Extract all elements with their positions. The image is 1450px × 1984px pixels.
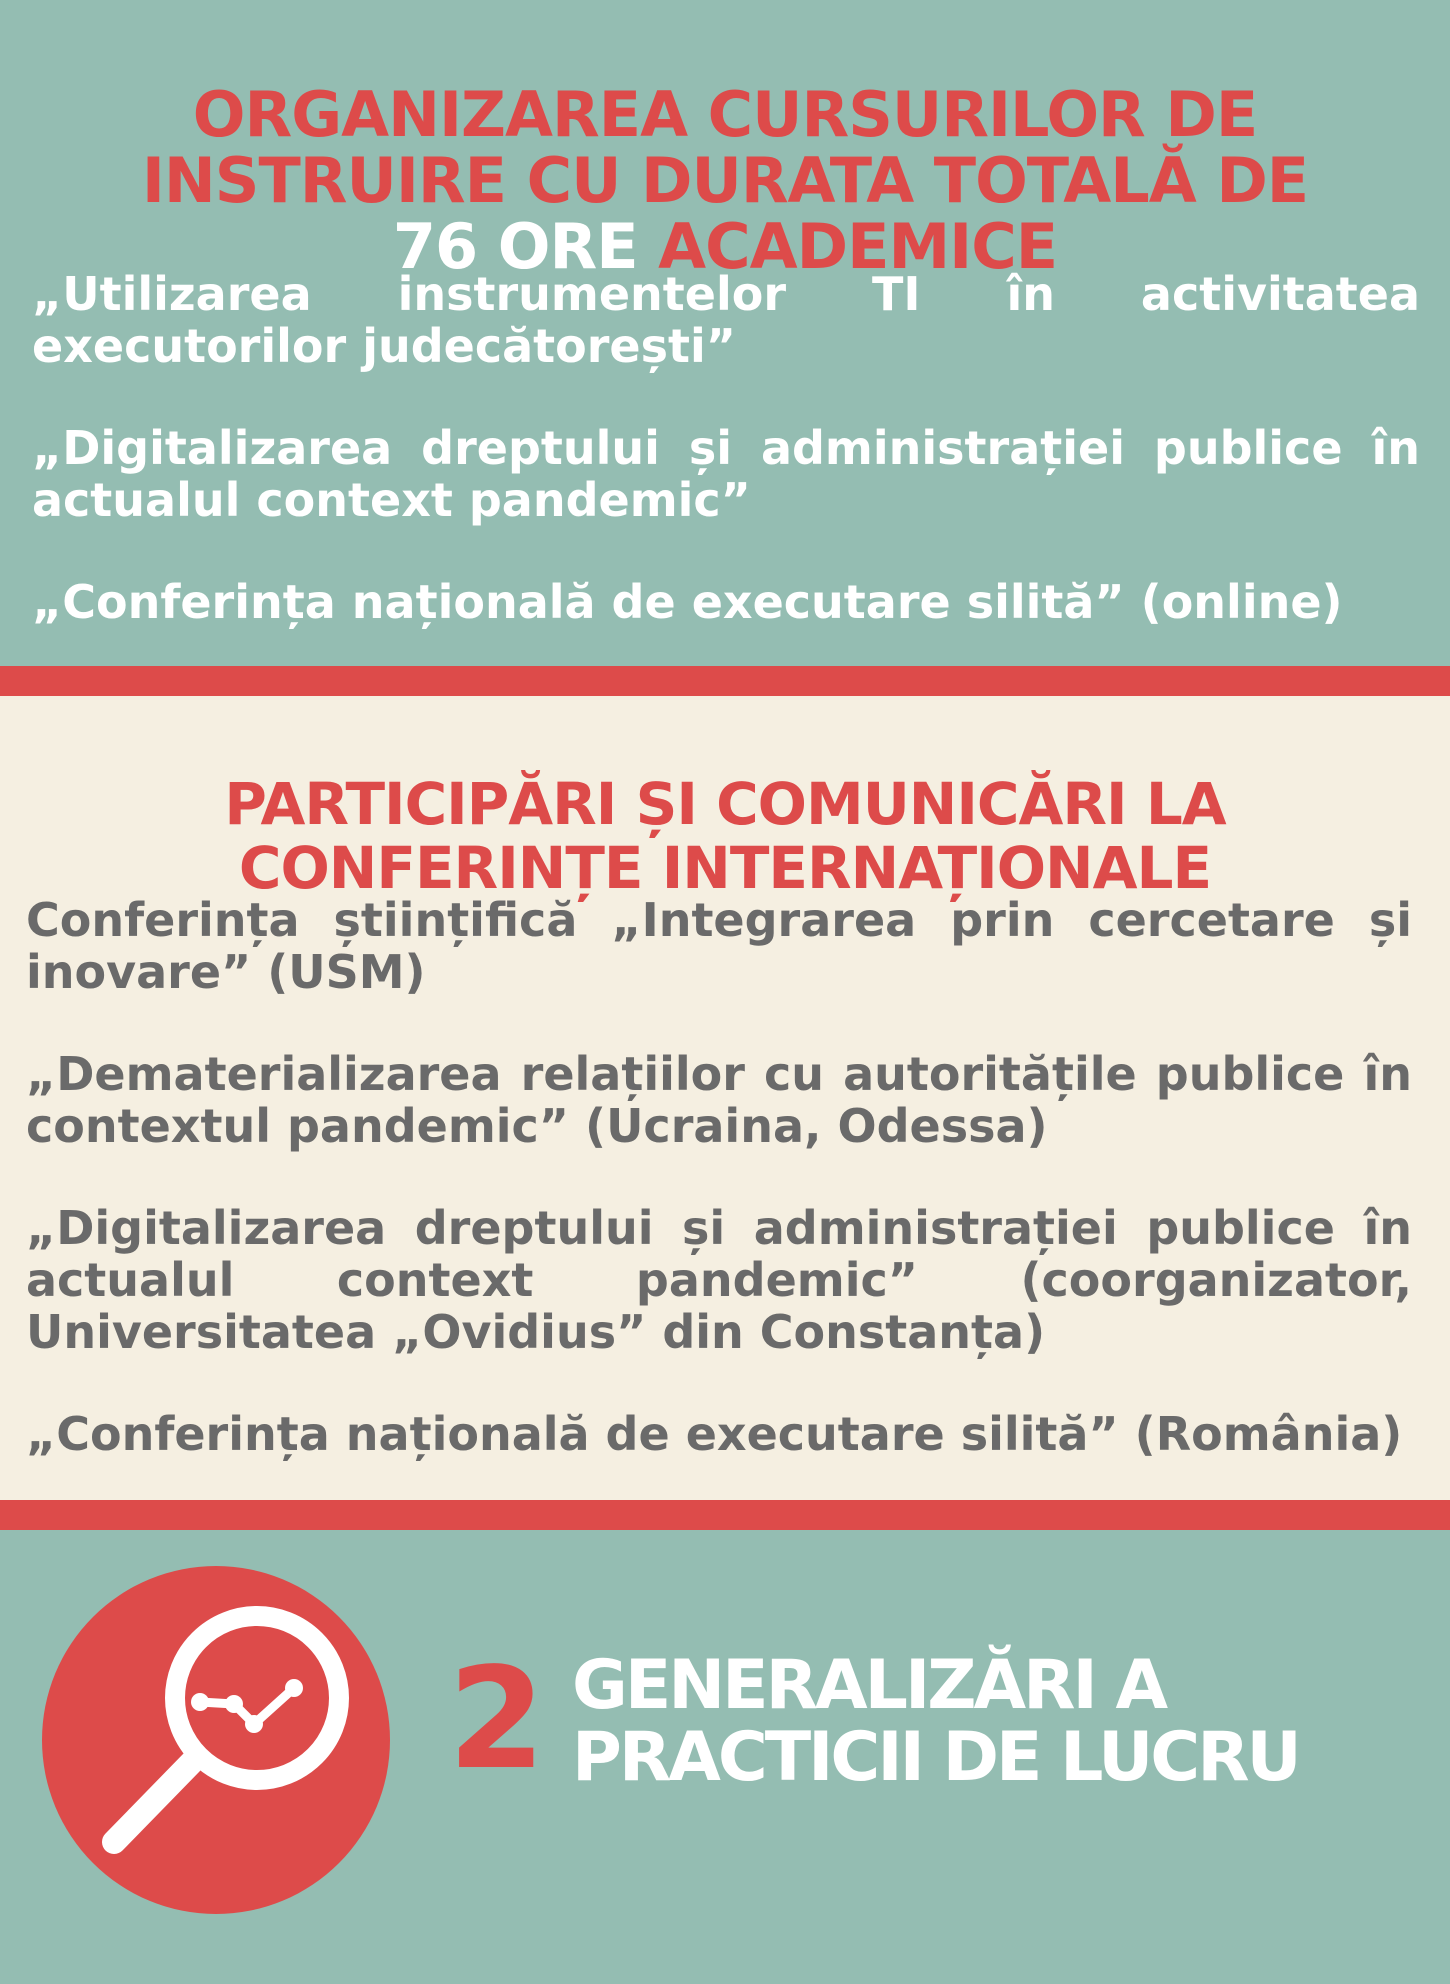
conferences-title — [0, 770, 1450, 903]
course-item: „Digitalizarea dreptului și administrației publice în actualul context pandemic” — [32, 421, 1420, 527]
conferences-section — [0, 696, 1450, 1500]
section-divider — [0, 1500, 1450, 1530]
conference-item: Conferința științifică „Integrarea prin cercetare și inovare” (USM) — [26, 893, 1412, 999]
conference-item: „Conferința națională de executare silită” (România) — [26, 1407, 1403, 1461]
courses-title-line2: INSTRUIRE CU DURATA TOTALĂ DE — [141, 143, 1309, 217]
courses-list — [32, 268, 1420, 628]
generalizations-title — [572, 1646, 1432, 1797]
conference-item: „Digitalizarea dreptului și administrației publice în actualul context pandemic” (coorganizator, Universitatea „Ovidius” din Constanța) — [26, 1201, 1412, 1359]
conferences-title-line2: CONFERINȚE INTERNAȚIONALE — [238, 834, 1212, 903]
courses-hours: 76 ORE — [392, 209, 638, 283]
generalizations-count: 2 — [448, 1638, 546, 1801]
magnifier-badge — [42, 1566, 390, 1914]
section-divider — [0, 666, 1450, 696]
courses-section — [0, 0, 1450, 666]
generalizations-title-line1: GENERALIZĂRI A — [572, 1646, 1166, 1725]
conferences-list — [26, 894, 1412, 1460]
generalizations-section — [0, 1530, 1450, 1984]
course-item: „Conferința națională de executare silită” (online) — [32, 575, 1343, 629]
courses-title — [0, 77, 1450, 283]
courses-title-academic: ACADEMICE — [658, 209, 1058, 283]
courses-title-line1: ORGANIZAREA CURSURILOR DE — [192, 77, 1258, 151]
generalizations-title-line2: PRACTICII DE LUCRU — [572, 1718, 1299, 1797]
conference-item: „Dematerializarea relațiilor cu autoritățile publice în contextul pandemic” (Ucraina, Odessa) — [26, 1047, 1412, 1153]
magnifier-chart-icon — [42, 1566, 390, 1914]
course-item: „Utilizarea instrumentelor TI în activitatea executorilor judecătorești” — [32, 267, 1420, 373]
conferences-title-line1: PARTICIPĂRI ȘI COMUNICĂRI LA — [224, 770, 1226, 839]
